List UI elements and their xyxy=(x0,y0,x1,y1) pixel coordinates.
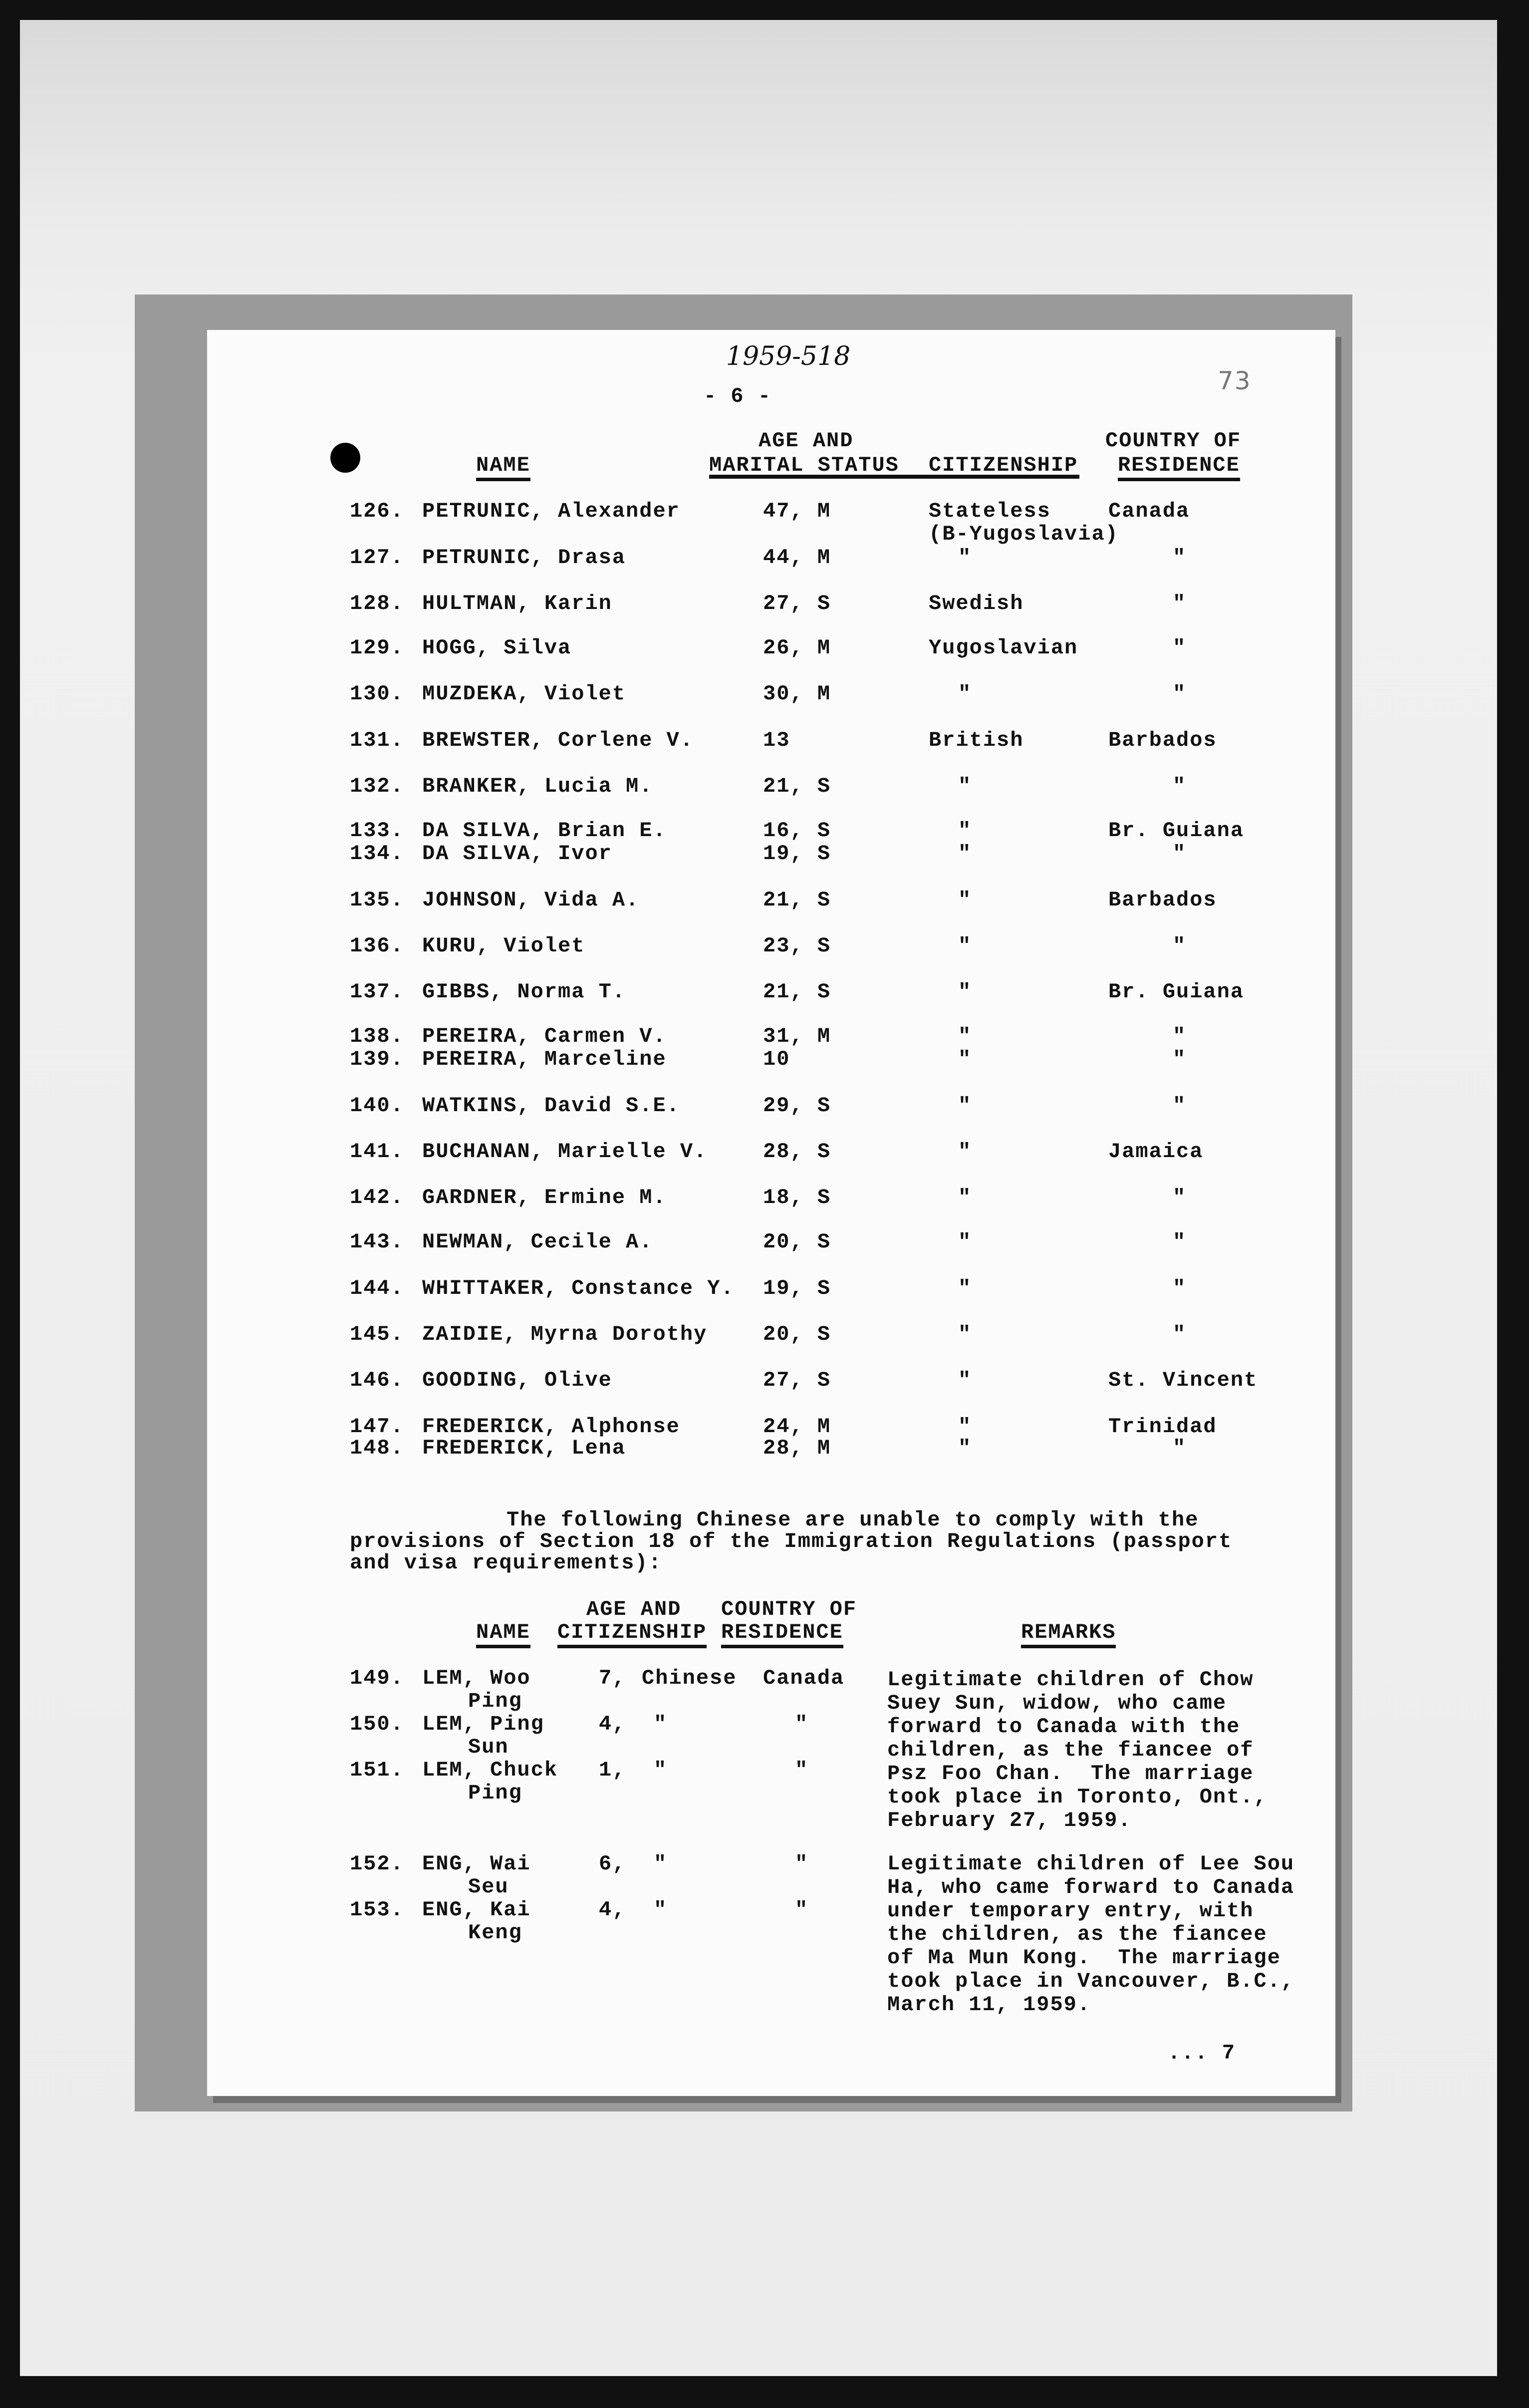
row-age: 4, xyxy=(599,1712,626,1736)
row-residence: " xyxy=(1173,1094,1187,1118)
row-name: PETRUNIC, Drasa xyxy=(422,546,626,570)
row-citizenship: " xyxy=(958,1024,972,1048)
row-residence: Canada xyxy=(763,1666,845,1690)
row-citizenship: " xyxy=(958,1276,972,1300)
row-citizenship: " xyxy=(958,934,972,958)
row-name: PEREIRA, Carmen V. xyxy=(422,1024,667,1048)
header2-residence-line1: COUNTRY OF xyxy=(721,1597,857,1621)
row-citizenship: " xyxy=(958,546,972,570)
row-number: 140. xyxy=(350,1094,404,1118)
row-name: NEWMAN, Cecile A. xyxy=(422,1230,653,1254)
remarks-line: took place in Vancouver, B.C., xyxy=(887,1969,1295,1993)
row-age-marital: 10 xyxy=(763,1047,790,1071)
row-residence: " xyxy=(1173,1230,1187,1254)
row-name: HULTMAN, Karin xyxy=(422,592,612,615)
row-citizenship: " xyxy=(958,682,972,706)
row-residence: " xyxy=(1173,774,1187,798)
row-number: 136. xyxy=(350,934,404,958)
row-name: PEREIRA, Marceline xyxy=(422,1047,667,1071)
row-age: 6, xyxy=(599,1852,626,1876)
row-residence: " xyxy=(1173,682,1187,706)
remarks-line: took place in Toronto, Ont., xyxy=(887,1785,1268,1809)
row-age-marital: 20, S xyxy=(763,1230,831,1254)
row-residence: " xyxy=(1173,1024,1187,1048)
row-residence: Barbados xyxy=(1108,728,1217,752)
row-citizenship: " xyxy=(958,819,972,843)
header-age-line1: AGE AND xyxy=(759,429,854,453)
header2-citizenship: CITIZENSHIP xyxy=(557,1621,707,1648)
row-name: FREDERICK, Alphonse xyxy=(422,1415,680,1439)
row-citizenship: " xyxy=(958,1230,972,1254)
row-number: 126. xyxy=(350,499,404,523)
row-name: JOHNSON, Vida A. xyxy=(422,888,640,912)
row-residence: " xyxy=(1173,546,1187,570)
row-citizenship: Yugoslavian xyxy=(929,636,1078,660)
row-number: 137. xyxy=(350,980,404,1004)
remarks-line: forward to Canada with the xyxy=(887,1715,1241,1739)
row-number: 129. xyxy=(350,636,404,660)
row-age: 1, xyxy=(599,1758,626,1782)
row-citizenship: " xyxy=(958,774,972,798)
row-residence: " xyxy=(795,1712,809,1736)
header2-remarks: REMARKS xyxy=(1021,1621,1116,1648)
row-residence: " xyxy=(1173,934,1187,958)
row-number: 152. xyxy=(350,1852,404,1876)
row-citizenship: " xyxy=(958,1436,972,1460)
row-name: WHITTAKER, Constance Y. xyxy=(422,1276,735,1300)
row-age-marital: 21, S xyxy=(763,980,831,1004)
row-number: 134. xyxy=(350,842,404,866)
row-number: 141. xyxy=(350,1140,404,1164)
row-citizenship: " xyxy=(654,1852,668,1876)
row-name: PETRUNIC, Alexander xyxy=(422,499,680,523)
row-residence: Br. Guiana xyxy=(1108,980,1245,1004)
row-citizenship: " xyxy=(654,1712,668,1736)
row-age-marital: 28, S xyxy=(763,1140,831,1164)
row-age-marital: 29, S xyxy=(763,1094,831,1118)
row-name: ENG, Kai xyxy=(422,1898,531,1922)
remarks-line: children, as the fiancee of xyxy=(887,1738,1254,1762)
row-name: BREWSTER, Corlene V. xyxy=(422,728,694,752)
row-age-marital: 20, S xyxy=(763,1322,831,1346)
header2-name: NAME xyxy=(476,1621,530,1648)
row-residence: Jamaica xyxy=(1108,1140,1204,1164)
stamp-number: 73 xyxy=(1218,366,1252,395)
row-citizenship: " xyxy=(958,1322,972,1346)
row-number: 135. xyxy=(350,888,404,912)
row-citizenship: " xyxy=(958,1186,972,1209)
row-name: HOGG, Silva xyxy=(422,636,572,660)
row-number: 150. xyxy=(350,1712,404,1736)
row-age: 7, xyxy=(599,1666,626,1690)
paragraph-line: provisions of Section 18 of the Immigration Regulations (passport xyxy=(350,1529,1233,1553)
punch-hole-mark xyxy=(330,443,360,473)
page-number: - 6 - xyxy=(704,384,772,408)
remarks-line: Psz Foo Chan. The marriage xyxy=(887,1762,1254,1786)
row-number: 143. xyxy=(350,1230,404,1254)
row-age-marital: 16, S xyxy=(763,819,831,843)
header2-age-line1: AGE AND xyxy=(586,1597,682,1621)
row-citizenship: " xyxy=(958,1368,972,1392)
remarks-line: Suey Sun, widow, who came xyxy=(887,1691,1227,1715)
row-residence: Br. Guiana xyxy=(1108,819,1245,843)
header-age-line2: MARITAL STATUS xyxy=(709,453,899,477)
row-number: 139. xyxy=(350,1047,404,1071)
row-age-marital: 18, S xyxy=(763,1186,831,1209)
continued-marker: ... 7 xyxy=(1168,2041,1236,2065)
row-number: 148. xyxy=(350,1436,404,1460)
row-citizenship: " xyxy=(958,842,972,866)
remarks-line: Legitimate children of Lee Sou xyxy=(887,1852,1295,1876)
row-age-marital: 24, M xyxy=(763,1415,831,1439)
row-residence: " xyxy=(1173,1047,1187,1071)
paragraph-line: The following Chinese are unable to comply with the xyxy=(507,1508,1199,1532)
row-name: WATKINS, David S.E. xyxy=(422,1094,680,1118)
row-name: GOODING, Olive xyxy=(422,1368,612,1392)
row-residence: Canada xyxy=(1108,499,1190,523)
row-citizenship: British xyxy=(929,728,1024,752)
row-residence: " xyxy=(795,1852,809,1876)
row-citizenship: " xyxy=(958,1140,972,1164)
row-age-marital: 44, M xyxy=(763,546,831,570)
remarks-line: February 27, 1959. xyxy=(887,1808,1132,1832)
row-name: MUZDEKA, Violet xyxy=(422,682,626,706)
row-citizenship: " xyxy=(958,888,972,912)
row-number: 142. xyxy=(350,1186,404,1209)
row-citizenship-note: (B-Yugoslavia) xyxy=(929,522,1119,546)
row-number: 147. xyxy=(350,1415,404,1439)
row-age-marital: 23, S xyxy=(763,934,831,958)
row-name-continued: Ping xyxy=(468,1781,522,1805)
row-citizenship: " xyxy=(958,1415,972,1439)
row-residence: " xyxy=(795,1898,809,1922)
row-number: 144. xyxy=(350,1276,404,1300)
row-name: LEM, Woo xyxy=(422,1666,531,1690)
row-age-marital: 31, M xyxy=(763,1024,831,1048)
row-name: LEM, Chuck xyxy=(422,1758,558,1782)
row-age-marital: 21, S xyxy=(763,774,831,798)
header-residence-line1: COUNTRY OF xyxy=(1105,429,1242,453)
row-name: LEM, Ping xyxy=(422,1712,544,1736)
row-residence: " xyxy=(1173,1436,1187,1460)
remarks-line: March 11, 1959. xyxy=(887,1993,1091,2017)
remarks-line: Ha, who came forward to Canada xyxy=(887,1875,1295,1899)
row-number: 131. xyxy=(350,728,404,752)
row-age-marital: 28, M xyxy=(763,1436,831,1460)
row-number: 146. xyxy=(350,1368,404,1392)
remarks-line: of Ma Mun Kong. The marriage xyxy=(887,1946,1281,1970)
row-residence: St. Vincent xyxy=(1108,1368,1258,1392)
row-citizenship: " xyxy=(958,1047,972,1071)
row-residence: " xyxy=(1173,1322,1187,1346)
row-residence: " xyxy=(1173,1186,1187,1209)
row-name: ZAIDIE, Myrna Dorothy xyxy=(422,1322,708,1346)
remarks-line: under temporary entry, with xyxy=(887,1899,1254,1923)
row-age-marital: 30, M xyxy=(763,682,831,706)
row-citizenship: " xyxy=(958,1094,972,1118)
row-number: 145. xyxy=(350,1322,404,1346)
row-residence: " xyxy=(1173,1276,1187,1300)
row-age-marital: 47, M xyxy=(763,499,831,523)
row-residence: " xyxy=(1173,842,1187,866)
row-name: BRANKER, Lucia M. xyxy=(422,774,653,798)
row-citizenship: Chinese xyxy=(642,1666,737,1690)
row-residence: Barbados xyxy=(1108,888,1217,912)
row-number: 127. xyxy=(350,546,404,570)
row-number: 133. xyxy=(350,819,404,843)
row-name-continued: Ping xyxy=(468,1689,522,1713)
header-name: NAME xyxy=(476,454,530,481)
row-number: 149. xyxy=(350,1666,404,1690)
row-name: FREDERICK, Lena xyxy=(422,1436,626,1460)
row-name: GARDNER, Ermine M. xyxy=(422,1186,667,1209)
remarks-line: Legitimate children of Chow xyxy=(887,1668,1254,1692)
row-age-marital: 19, S xyxy=(763,1276,831,1300)
row-age-marital: 19, S xyxy=(763,842,831,866)
row-name: KURU, Violet xyxy=(422,934,585,958)
row-citizenship: " xyxy=(654,1898,668,1922)
row-citizenship: " xyxy=(958,980,972,1004)
row-residence: " xyxy=(795,1758,809,1782)
row-age-marital: 27, S xyxy=(763,1368,831,1392)
remarks-line: the children, as the fiancee xyxy=(887,1922,1268,1946)
row-number: 153. xyxy=(350,1898,404,1922)
row-name-continued: Sun xyxy=(468,1735,509,1759)
row-residence: " xyxy=(1173,636,1187,660)
row-age-marital: 27, S xyxy=(763,592,831,615)
row-number: 130. xyxy=(350,682,404,706)
row-age: 4, xyxy=(599,1898,626,1922)
row-number: 132. xyxy=(350,774,404,798)
row-name: DA SILVA, Ivor xyxy=(422,842,612,866)
header-residence-line2: RESIDENCE xyxy=(1118,454,1240,481)
row-age-marital: 26, M xyxy=(763,636,831,660)
row-residence: Trinidad xyxy=(1108,1415,1217,1439)
row-number: 138. xyxy=(350,1024,404,1048)
row-citizenship: Stateless xyxy=(929,499,1051,523)
handwritten-reference: 1959-518 xyxy=(726,341,851,371)
row-name: GIBBS, Norma T. xyxy=(422,980,626,1004)
header-citizenship: CITIZENSHIP xyxy=(929,453,1078,477)
row-number: 151. xyxy=(350,1758,404,1782)
row-name-continued: Keng xyxy=(468,1921,522,1945)
row-citizenship: Swedish xyxy=(929,592,1024,615)
row-age-marital: 21, S xyxy=(763,888,831,912)
row-age-marital: 13 xyxy=(763,728,790,752)
row-name: DA SILVA, Brian E. xyxy=(422,819,667,843)
row-name: ENG, Wai xyxy=(422,1852,531,1876)
paragraph-line: and visa requirements): xyxy=(350,1551,662,1575)
row-residence: " xyxy=(1173,592,1187,615)
row-number: 128. xyxy=(350,592,404,615)
row-name-continued: Seu xyxy=(468,1875,509,1899)
row-citizenship: " xyxy=(654,1758,668,1782)
header2-residence: RESIDENCE xyxy=(721,1621,843,1648)
row-name: BUCHANAN, Marielle V. xyxy=(422,1140,708,1164)
